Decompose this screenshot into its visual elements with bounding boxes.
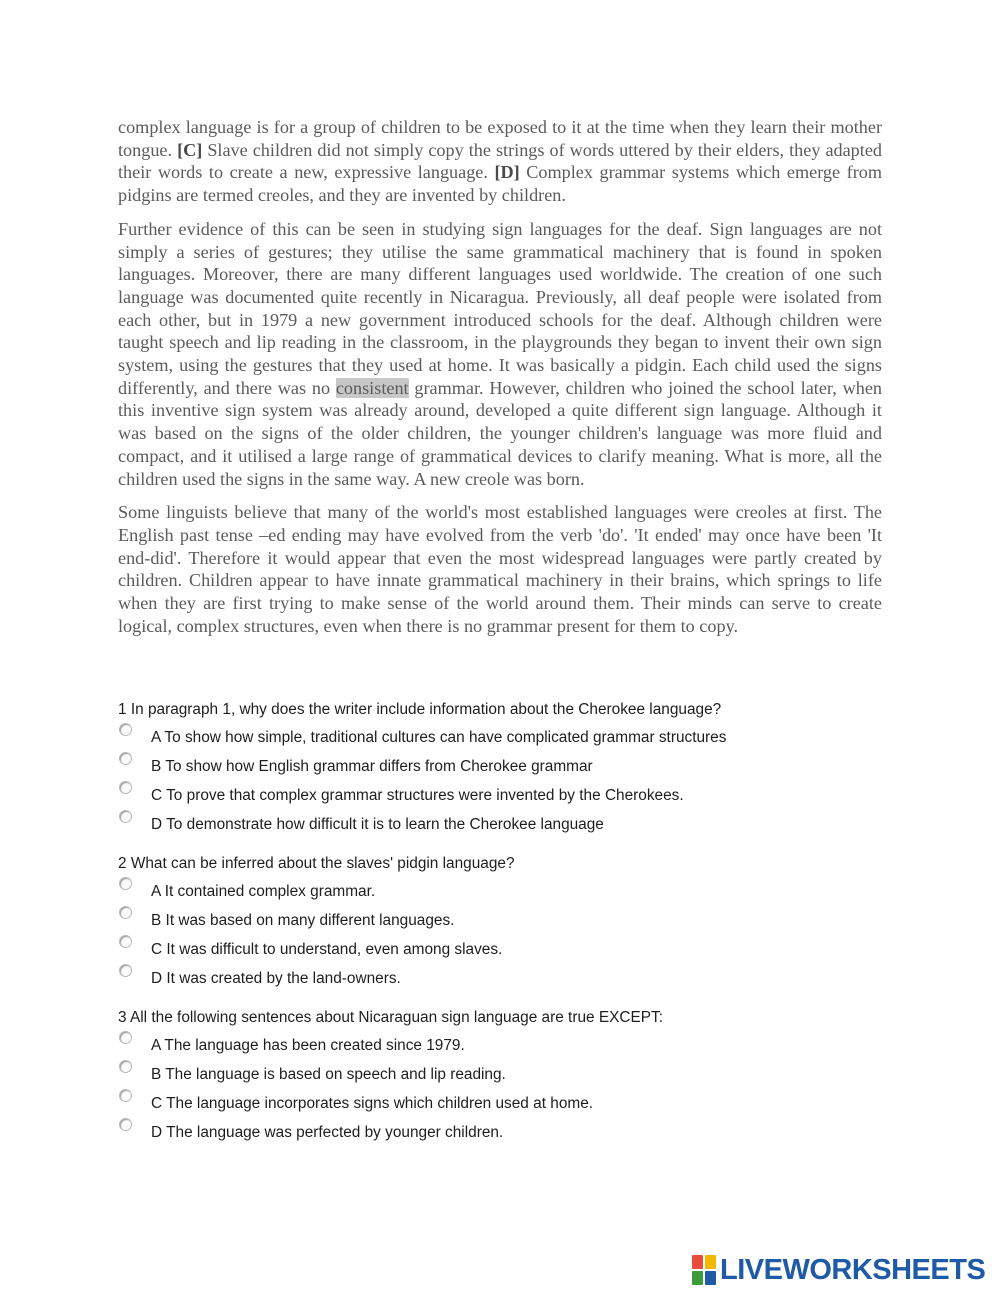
radio-button[interactable] xyxy=(119,723,132,736)
option-label: B To show how English grammar differs from Cherokee grammar xyxy=(151,758,593,775)
logo-text: LIVEWORKSHEETS xyxy=(720,1254,986,1286)
paragraph-text: Further evidence of this can be seen in studying sign languages for the deaf. Sign languages are not simply a series of gestures; they utilise the same grammatical machinery that is found in spoken languages. Moreover, there are many different languages used worldwide. The creation of one such language was documented quite recently in Nicaragua. Previously, all deaf people were isolated from each other, but in 1979 a new government introduced schools for the deaf. Although children were taught speech and lip reading in the classroom, in the playgrounds they began to invent their own sign system, using the gestures that they used at home. It was basically a pidgin. Each child used the signs differently, and there was no xyxy=(118,218,882,398)
paragraph-text: Slave children did not simply copy the strings of words uttered by their elders, they adapted their words to create a new, expressive language. xyxy=(118,139,882,183)
option-label: D To demonstrate how difficult it is to learn the Cherokee language xyxy=(151,816,604,833)
paragraph-2 xyxy=(118,218,882,490)
option-label: B The language is based on speech and lip reading. xyxy=(151,1066,506,1083)
option-label: A It contained complex grammar. xyxy=(151,883,376,900)
paragraph-3: Some linguists believe that many of the world's most established languages were creoles at first. The English past tense –ed ending may have evolved from the verb 'do'. 'It ended' may once have been 'It end-did'. Therefore it would appear that even the most widespread languages were partly created by children. Children appear to have innate grammatical machinery in their brains, which springs to life when they are first trying to make sense of the world around them. Their minds can serve to create logical, complex structures, even when there is no grammar present for them to copy. xyxy=(118,502,882,636)
paragraph-1 xyxy=(118,116,882,207)
question-stem: 1 In paragraph 1, why does the writer include information about the Cherokee language? xyxy=(118,701,722,718)
option-label: C It was difficult to understand, even among slaves. xyxy=(151,941,503,958)
option-label: C The language incorporates signs which children used at home. xyxy=(151,1095,594,1112)
option-label: D The language was perfected by younger children. xyxy=(151,1124,504,1141)
paragraph-text: complex language is for a group of children to be exposed to it at the time when they learn their mother tongue. xyxy=(118,117,882,160)
insertion-marker-c: [C] xyxy=(177,139,203,160)
option-3a[interactable] xyxy=(118,1029,918,1058)
option-label: C To prove that complex grammar structures were invented by the Cherokees. xyxy=(151,787,684,804)
paragraph-text: grammar. However, children who joined the school later, when this inventive sign system was already around, developed a quite different sign language. Although it was based on the signs of the older children, the younger children's language was more fluid and compact, and it utilised a large range of grammatical devices to clarify meaning. What is more, all the children used the signs in the same way. A new creole was born. xyxy=(118,377,882,489)
radio-button[interactable] xyxy=(119,752,132,765)
option-2b[interactable] xyxy=(118,904,918,933)
question-3 xyxy=(118,1007,918,1145)
paragraph-text: Complex grammar systems which emerge from pidgins are termed creoles, and they are invented by children. xyxy=(118,162,882,206)
option-label: A The language has been created since 1979. xyxy=(151,1037,465,1054)
logo-block xyxy=(692,1271,703,1285)
radio-button[interactable] xyxy=(119,1031,132,1044)
option-1a[interactable] xyxy=(118,721,918,750)
highlighted-word: consistent xyxy=(335,377,409,398)
question-1 xyxy=(118,699,918,837)
logo-block xyxy=(705,1255,716,1269)
logo-mark-icon xyxy=(692,1255,716,1285)
radio-button[interactable] xyxy=(119,1060,132,1073)
option-2c[interactable] xyxy=(118,933,918,962)
option-1c[interactable] xyxy=(118,779,918,808)
insertion-marker-d: [D] xyxy=(494,162,520,183)
option-label: B It was based on many different languages. xyxy=(151,912,455,929)
option-label: A To show how simple, traditional cultures can have complicated grammar structures xyxy=(151,729,727,746)
option-1d[interactable] xyxy=(118,808,918,837)
radio-button[interactable] xyxy=(119,781,132,794)
radio-button[interactable] xyxy=(119,906,132,919)
radio-button[interactable] xyxy=(119,1089,132,1102)
question-stem: 2 What can be inferred about the slaves' pidgin language? xyxy=(118,855,515,872)
liveworksheets-logo xyxy=(692,1254,990,1286)
option-2d[interactable] xyxy=(118,962,918,991)
option-1b[interactable] xyxy=(118,750,918,779)
radio-button[interactable] xyxy=(119,964,132,977)
question-list xyxy=(118,699,918,1161)
option-3c[interactable] xyxy=(118,1087,918,1116)
logo-block xyxy=(705,1271,716,1285)
option-2a[interactable] xyxy=(118,875,918,904)
radio-button[interactable] xyxy=(119,935,132,948)
option-3b[interactable] xyxy=(118,1058,918,1087)
radio-button[interactable] xyxy=(119,877,132,890)
option-label: D It was created by the land-owners. xyxy=(151,970,401,987)
radio-button[interactable] xyxy=(119,1118,132,1131)
question-stem: 3 All the following sentences about Nicaraguan sign language are true EXCEPT: xyxy=(118,1009,663,1026)
question-2 xyxy=(118,853,918,991)
option-3d[interactable] xyxy=(118,1116,918,1145)
reading-passage xyxy=(118,116,882,648)
radio-button[interactable] xyxy=(119,810,132,823)
logo-block xyxy=(692,1255,703,1269)
